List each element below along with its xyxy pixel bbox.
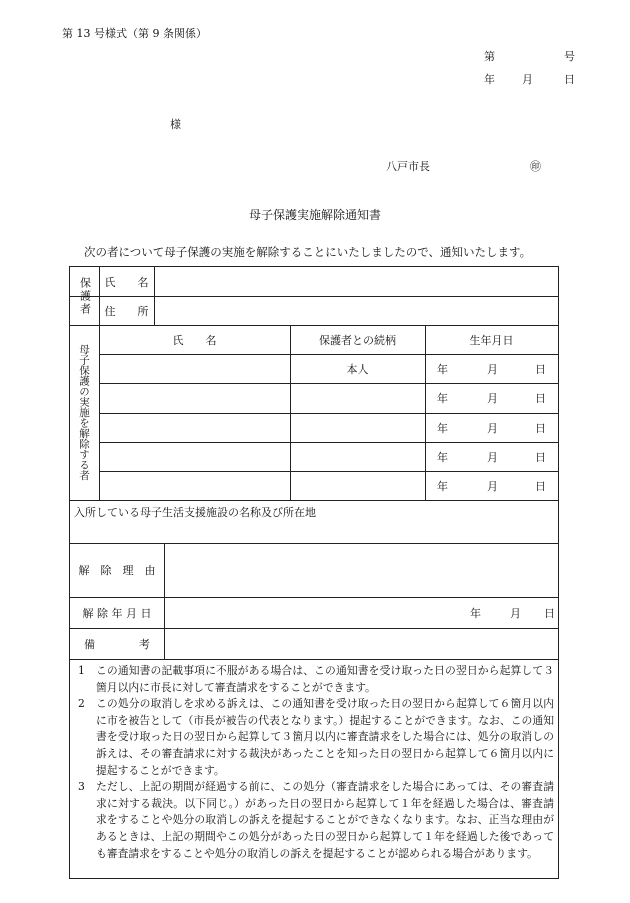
guardian-name-label: 氏 名 (104, 275, 149, 289)
released-name-field[interactable] (99, 383, 290, 413)
document-date-month: 月 (522, 73, 533, 86)
legal-notes (78, 663, 554, 862)
addressee: 様 (170, 118, 181, 131)
note-text: この通知書の記載事項に不服がある場合は、この通知書を受け取った日の翌日から起算して３箇月以内に市長に対して審査請求をすることができます。 (96, 664, 554, 694)
note-item (78, 779, 554, 862)
released-relation-field[interactable] (290, 383, 425, 413)
dob-month-label: 月 (487, 392, 498, 405)
note-number: 1 (78, 664, 85, 677)
released-name-field[interactable] (99, 471, 290, 500)
note-item (78, 663, 554, 696)
released-relation-field[interactable] (290, 442, 425, 471)
remarks-label: 備 考 (84, 637, 150, 651)
released-name-field[interactable] (99, 413, 290, 442)
released-section-label: 母子保護の実施を解除する者 (78, 344, 90, 481)
dob-year-label: 年 (437, 450, 448, 464)
remarks-field[interactable] (164, 628, 558, 659)
document-number-suffix: 号 (564, 50, 575, 63)
dob-day-label: 日 (535, 479, 546, 493)
release-date-year-label: 年 (470, 606, 481, 620)
dob-day-label: 日 (535, 392, 546, 405)
release-date-day-label: 日 (544, 606, 555, 620)
released-relation-field[interactable]: 本人 (346, 362, 369, 376)
form-number: 第 13 号様式（第 9 条関係） (62, 27, 207, 40)
released-dob-field[interactable] (425, 442, 558, 471)
dob-day-label: 日 (535, 421, 546, 435)
document-title: 母子保護実施解除通知書 (248, 208, 381, 222)
column-header-name: 氏 名 (172, 333, 217, 347)
notification-form-table (69, 266, 559, 879)
facility-label: 入所している母子生活支援施設の名称及び所在地 (74, 506, 316, 519)
dob-month-label: 月 (487, 362, 498, 376)
note-text: この処分の取消しを求める訴えは、この通知書を受け取った日の翌日から起算して６箇月以内に市を被告として（市長が被告の代表となります。）提起することができます。なお、この通知書を受け取った日の翌日から起算して３箇月以内に審査請求をした場合には、処分の取消しの訴えは、その審査請求に対する裁決があったことを知った日の翌日から起算して６箇月以内に提起することができます。 (96, 697, 554, 777)
dob-day-label: 日 (535, 362, 546, 376)
guardian-address-label: 住 所 (104, 304, 149, 318)
released-relation-field[interactable] (290, 413, 425, 442)
release-date-field[interactable] (164, 597, 558, 628)
document-date-day: 日 (564, 73, 575, 86)
dob-month-label: 月 (487, 421, 498, 435)
column-header-relation: 保護者との続柄 (319, 333, 396, 347)
released-dob-field[interactable] (425, 413, 558, 442)
release-reason-label: 解 除 理 由 (78, 564, 156, 577)
column-header-dob: 生年月日 (469, 333, 514, 347)
note-number: 3 (78, 780, 85, 794)
document-date-year: 年 (484, 73, 495, 86)
dob-month-label: 月 (487, 479, 498, 493)
released-dob-field[interactable] (425, 383, 558, 413)
document-number-prefix: 第 (484, 50, 495, 63)
seal-mark: ㊞ (530, 160, 541, 173)
dob-year-label: 年 (437, 479, 448, 493)
note-text: ただし、上記の期間が経過する前に、この処分（審査請求をした場合にあっては、その審査請求に対する裁決。以下同じ。）があった日の翌日から起算して１年を経過した場合は、審査請求をすることや処分の取消しの訴えを提起することができなくなります。なお、正当な理由があるときは、上記の期間やこの処分があった日の翌日から起算して１年を経過した後であっても審査請求をすることや処分の取消しの訴えを提起することが認められる場合があります。 (96, 780, 554, 860)
released-name-field[interactable] (99, 354, 290, 383)
guardian-name-field[interactable] (154, 267, 558, 296)
guardian-address-field[interactable] (154, 296, 558, 325)
released-name-field[interactable] (99, 442, 290, 471)
facility-field[interactable] (70, 500, 558, 543)
dob-day-label: 日 (535, 450, 546, 464)
dob-year-label: 年 (437, 392, 448, 405)
release-date-month-label: 月 (510, 606, 521, 620)
issuer-name: 八戸市長 (386, 160, 430, 173)
released-relation-field[interactable] (290, 471, 425, 500)
note-number: 2 (78, 697, 85, 711)
release-reason-field[interactable] (164, 543, 558, 597)
dob-year-label: 年 (437, 421, 448, 435)
intro-text: 次の者について母子保護の実施を解除することにいたしましたので、通知いたします。 (84, 245, 532, 259)
note-item (78, 696, 554, 779)
released-dob-field[interactable] (425, 471, 558, 500)
guardian-section-label: 保護者 (78, 276, 92, 316)
release-date-label: 解 除 年 月 日 (82, 606, 152, 620)
dob-month-label: 月 (487, 450, 498, 464)
dob-year-label: 年 (437, 362, 448, 376)
released-dob-field[interactable] (425, 354, 558, 383)
